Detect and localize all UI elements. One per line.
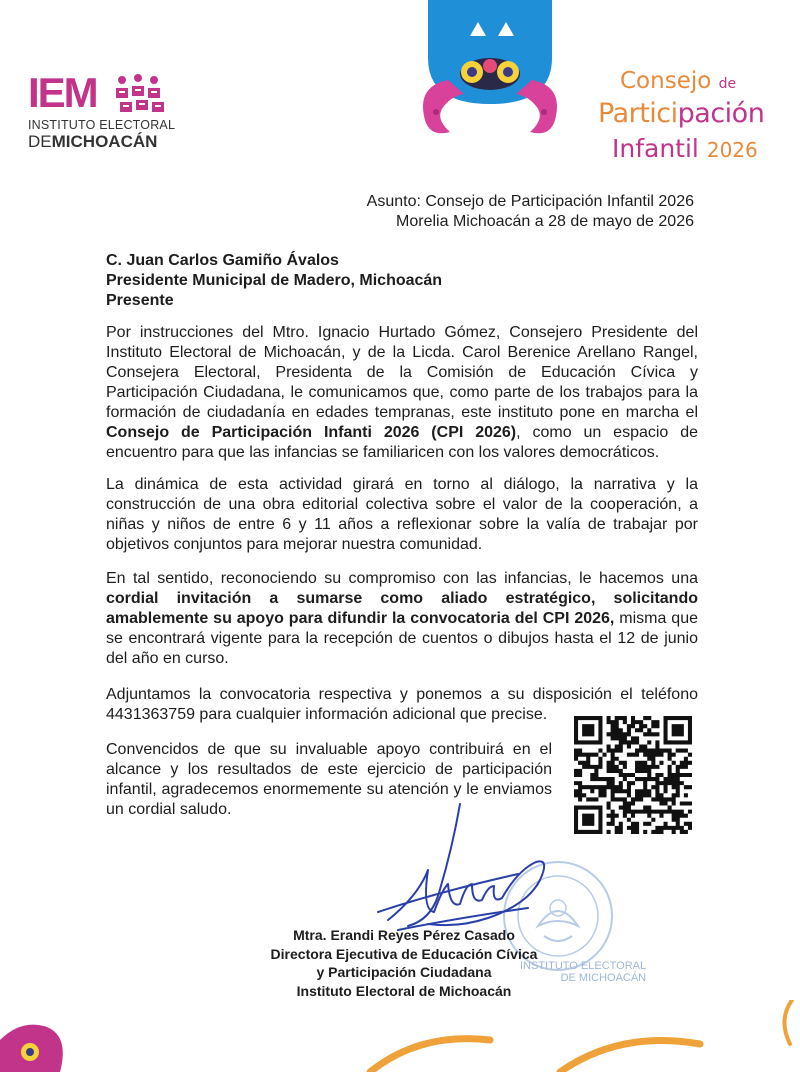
signer-position-1: Directora Ejecutiva de Educación Cívica <box>270 945 538 962</box>
cpi-logo-pacion: pación <box>677 98 765 129</box>
addressee-title: Presidente Municipal de Madero, Michoacán <box>106 272 443 289</box>
paragraph-3-invitation: cordial invitación a sumarse como aliado estratégico, solicitando amablemente su apoyo para difundir la convocatoria del CPI 2026, <box>106 590 698 627</box>
cpi-logo-line-3 <box>612 134 758 163</box>
cpi-logo-line-1 <box>620 68 736 94</box>
iem-logo-mark: IEM <box>28 69 97 116</box>
cpi-logo-infantil: Infantil <box>612 134 699 163</box>
iem-people-icon <box>112 74 172 116</box>
paragraph-4: Adjuntamos la convocatoria respectiva y ponemos a su disposición el teléfono 4431363759 para cualquier información adicional que precise. <box>106 686 698 723</box>
paragraph-5: Convencidos de que su invaluable apoyo contribuirá en el alcance y los resultados de este ejercicio de participación infantil, agradecemos enormemente su atención y le enviamos un cordial saludo. <box>106 741 552 818</box>
seal-text-line-1: INSTITUTO ELECTORAL <box>520 960 647 972</box>
cpi-logo-partici: Partici <box>598 98 678 129</box>
addressee-salutation: Presente <box>106 292 174 309</box>
iem-logo-state <box>28 132 157 152</box>
cpi-logo-consejo: Consejo <box>620 68 712 94</box>
addressee-block <box>106 251 442 311</box>
paragraph-1-text-c: , como un espacio de encuentro para que las infancias se familiaricen con los valores democráticos. <box>106 424 698 461</box>
place-date-line: Morelia Michoacán a 28 de mayo de 2026 <box>396 213 694 230</box>
cpi-logo <box>598 68 788 188</box>
paragraph-3-text-c: misma que se encontrará vigente para la recepción de cuentos o dibujos hasta el 12 de junio del año en curso. <box>106 610 699 667</box>
seal-text-line-2: DE MICHOACÁN <box>560 972 647 984</box>
paragraph-1-text-a: Por instrucciones del Mtro. Ignacio Hurtado Gómez, Consejero Presidente del Instituto Electoral de Michoacán, y de la Licda. Carol Berenice Arellano Rangel, Consejera Electoral, Presidenta de la Comisión de Educación Cívica y Participación Ciudadana, le comunicamos que, como parte de los trabajos para la formación de ciudadanía en edades tempranas, este instituto pone en marcha el <box>106 324 698 421</box>
iem-logo-michoacan: MICHOACÁN <box>51 132 158 151</box>
cpi-logo-de: de <box>718 76 737 92</box>
subject-block <box>367 192 694 232</box>
subject-line: Asunto: Consejo de Participación Infantil 2026 <box>366 193 694 210</box>
signer-position-2: y Participación Ciudadana <box>316 964 492 980</box>
signer-institution: Instituto Electoral de Michoacán <box>296 982 512 999</box>
cpi-logo-year: 2026 <box>706 138 758 162</box>
iem-logo-de: DE <box>28 132 52 151</box>
cpi-logo-line-2 <box>598 98 764 129</box>
qr-code[interactable] <box>574 716 692 834</box>
paragraph-3-text-a: En tal sentido, reconociendo su compromiso con las infancias, le hacemos una <box>106 570 698 587</box>
paragraph-1-program-name: Consejo de Participación Infanti 2026 (CPI 2026) <box>106 424 517 441</box>
monster-illustration <box>410 0 570 150</box>
signer-name: Mtra. Erandi Reyes Pérez Casado <box>293 927 515 943</box>
footer-decoration <box>0 1000 800 1072</box>
paragraph-3 <box>106 569 698 669</box>
paragraph-1 <box>106 323 698 463</box>
paragraph-2: La dinámica de esta actividad girará en torno al diálogo, la narrativa y la construcción de una obra editorial colectiva sobre el valor de la cooperación, a niñas y niños de entre 6 y 11 años a reflexionar sobre la valía de trabajar por objetivos conjuntos para mejorar nuestra comunidad. <box>106 476 698 553</box>
signer-block <box>254 926 554 1000</box>
addressee-name: C. Juan Carlos Gamiño Ávalos <box>106 252 339 269</box>
iem-logo <box>28 69 188 152</box>
iem-logo-subtitle: INSTITUTO ELECTORAL <box>28 118 176 132</box>
